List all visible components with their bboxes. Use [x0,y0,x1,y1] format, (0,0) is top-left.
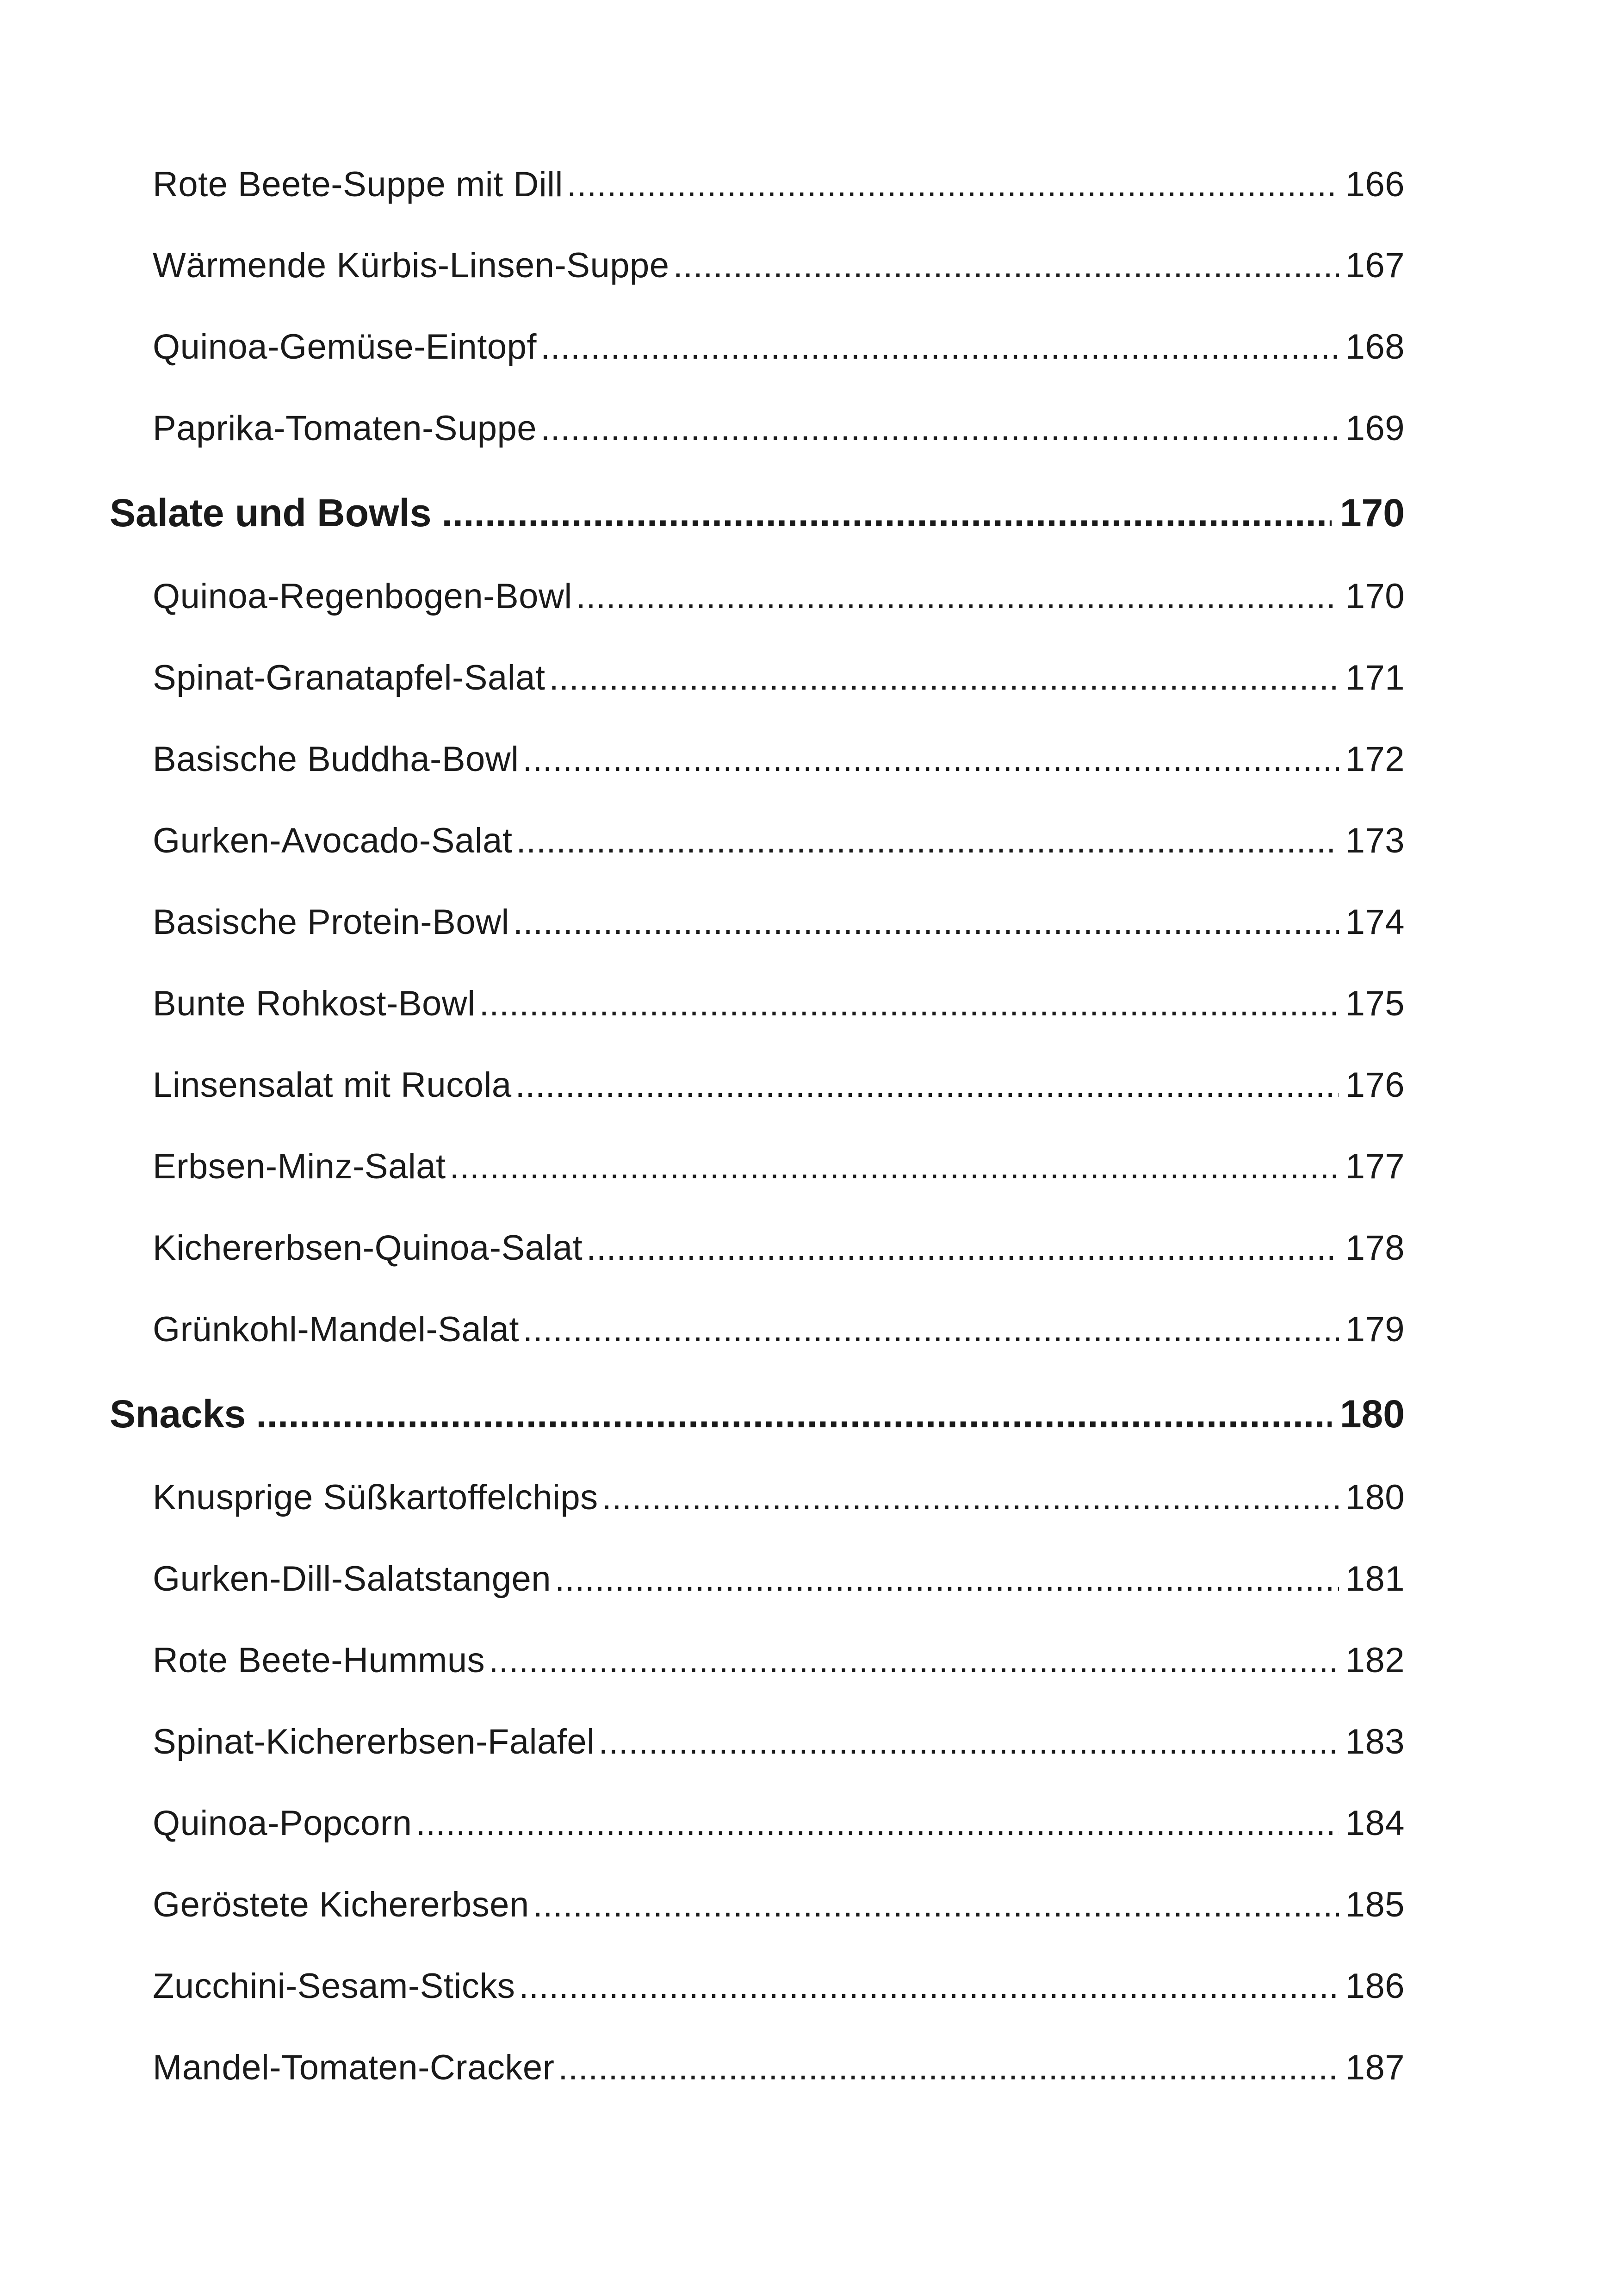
toc-entry [153,739,1405,779]
dot-leader [519,1966,1339,2006]
dot-leader [567,164,1339,205]
dot-leader [586,1228,1339,1268]
toc-entry-title: Rote Beete-Suppe mit Dill [153,165,563,204]
toc-entry-title: Gurken-Dill-Salatstangen [153,1559,552,1599]
toc-entry-page: 186 [1345,1966,1405,2006]
toc-entry-page: 168 [1345,327,1405,367]
toc-entry-page: 179 [1345,1310,1405,1349]
dot-leader [555,1559,1339,1599]
toc-entry [153,1803,1405,1843]
toc-entry [153,1477,1405,1518]
toc-entry-title: Rote Beete-Hummus [153,1641,485,1680]
dot-leader [558,2047,1339,2088]
toc-entry-title: Quinoa-Gemüse-Eintopf [153,327,537,367]
toc-entry-page: 174 [1345,902,1405,942]
toc-section-title: Salate und Bowls [110,491,432,535]
toc-entry [153,1065,1405,1105]
toc-entry-page: 170 [1345,577,1405,616]
toc-entry-page: 176 [1345,1065,1405,1105]
dot-leader [515,1065,1339,1105]
dot-leader [576,576,1339,616]
toc-entry [153,245,1405,286]
toc-entry-page: 180 [1345,1478,1405,1517]
toc-entry-title: Knusprige Süßkartoffelchips [153,1478,598,1517]
toc-entry-title: Kichererbsen-Quinoa-Salat [153,1228,583,1268]
dot-leader [523,1309,1339,1350]
dot-leader [516,821,1339,861]
dot-leader [533,1885,1339,1925]
toc-entry [153,408,1405,448]
toc-entry [153,1559,1405,1599]
toc-entry-title: Mandel-Tomaten-Cracker [153,2048,555,2087]
toc-section-heading [110,1392,1405,1437]
toc-entry [153,658,1405,698]
toc-entry-page: 172 [1345,740,1405,779]
toc-entry-title: Basische Buddha-Bowl [153,740,519,779]
toc-entry-page: 175 [1345,984,1405,1023]
toc-entry-page: 171 [1345,658,1405,697]
dot-leader [256,1392,1332,1437]
toc-entry-title: Quinoa-Regenbogen-Bowl [153,577,572,616]
toc-entry-title: Wärmende Kürbis-Linsen-Suppe [153,246,670,285]
toc-entry-page: 182 [1345,1641,1405,1680]
dot-leader [489,1640,1339,1680]
toc-entry-page: 167 [1345,246,1405,285]
toc-entry-title: Basische Protein-Bowl [153,902,509,942]
toc-entry-title: Bunte Rohkost-Bowl [153,984,476,1023]
dot-leader [673,245,1339,286]
toc-entry-title: Spinat-Granatapfel-Salat [153,658,546,697]
toc-entry-page: 166 [1345,165,1405,204]
toc-entry [153,2047,1405,2088]
toc-entry-page: 181 [1345,1559,1405,1599]
dot-leader [523,739,1339,779]
toc-entry [153,1146,1405,1187]
toc-entry-title: Erbsen-Minz-Salat [153,1147,446,1186]
toc-entry-page: 185 [1345,1885,1405,1924]
toc-entry [153,1722,1405,1762]
toc-entry [153,1309,1405,1350]
toc-entry-page: 169 [1345,409,1405,448]
toc-entry-title: Gurken-Avocado-Salat [153,821,513,860]
toc-entry-title: Zucchini-Sesam-Sticks [153,1966,515,2006]
toc-entry-page: 183 [1345,1722,1405,1761]
dot-leader [540,408,1339,448]
toc-entry-title: Grünkohl-Mandel-Salat [153,1310,519,1349]
dot-leader [513,902,1339,942]
toc-entry [153,1228,1405,1268]
dot-leader [549,658,1339,698]
toc-entry [153,576,1405,616]
toc-entry [153,327,1405,367]
toc-entry-page: 177 [1345,1147,1405,1186]
toc-entry-title: Linsensalat mit Rucola [153,1065,512,1105]
dot-leader [450,1146,1339,1187]
toc-section-page: 180 [1339,1392,1405,1436]
toc-entry-page: 173 [1345,821,1405,860]
dot-leader [479,983,1339,1024]
dot-leader [540,327,1339,367]
dot-leader [602,1477,1339,1518]
toc-entry [153,164,1405,205]
toc-entry-page: 187 [1345,2048,1405,2087]
toc-section-page: 170 [1339,491,1405,535]
dot-leader [599,1722,1339,1762]
toc-entry-page: 184 [1345,1804,1405,1843]
toc-entry-page: 178 [1345,1228,1405,1268]
toc-entry-title: Quinoa-Popcorn [153,1804,412,1843]
toc-entry [153,1966,1405,2006]
toc-entry-title: Spinat-Kichererbsen-Falafel [153,1722,595,1761]
dot-leader [441,491,1331,535]
toc-entry [153,1640,1405,1680]
toc-entry [153,821,1405,861]
dot-leader [415,1803,1339,1843]
toc-entry [153,902,1405,942]
toc-section-title: Snacks [110,1392,246,1436]
toc-entry-title: Paprika-Tomaten-Suppe [153,409,537,448]
toc-section-heading [110,491,1405,535]
toc-entry [153,1885,1405,1925]
toc-entry-title: Geröstete Kichererbsen [153,1885,529,1924]
toc-entry [153,983,1405,1024]
